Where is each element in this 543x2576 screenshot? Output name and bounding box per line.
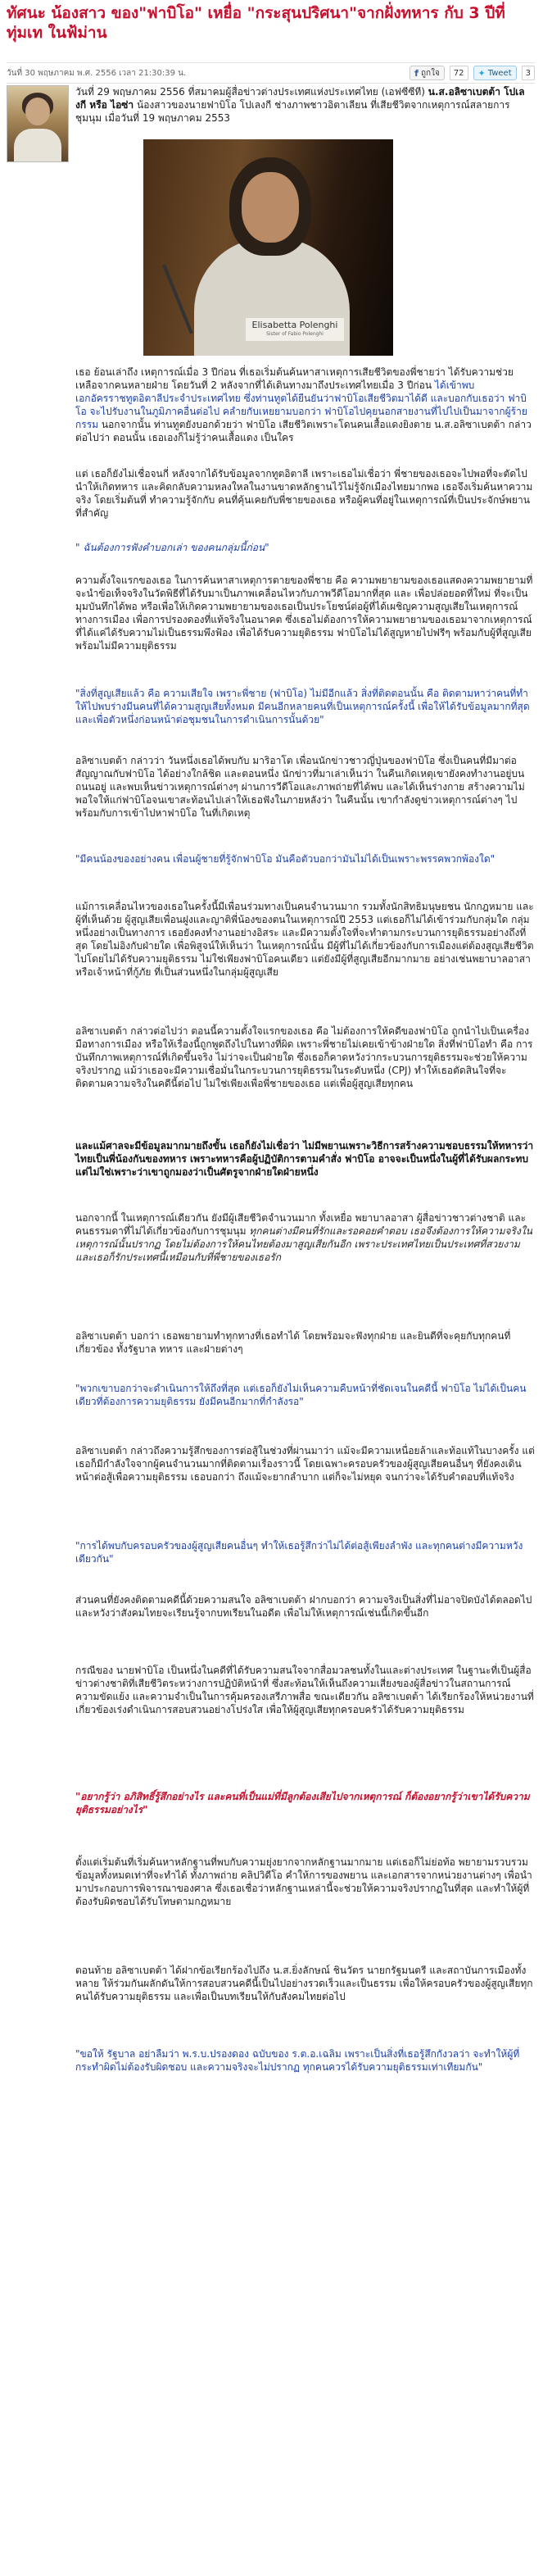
quote: "สิ่งที่สูญเสียแล้ว คือ ความเสียใจ เพราะพี่ชาย (ฟาบิโอ) ไม่มีอีกแล้ว สิ่งที่ติดตอนนั้น คือ ติดตามหาว่าคนที่ทำ ให้ไปพบร่างมีนคนที่ได้ความสูญเสียทั้งหมด มีคนอีกหลายคนที่เป็นเหตุการณ์ครั้งนี้ เพื่อให้ได้รับข้อมูลมากที่สุด และเพื่อตัวหนึ่งก่อนหน้าต่อชุมชนในการดำเนินการนั้นด้วย" xyxy=(75,688,530,725)
body-paragraph: กรณีของ นายฟาบิโอ เป็นหนึ่งในคดีที่ได้รับความสนใจจากสื่อมวลชนทั้งในและต่างประเทศ ในฐานะที่เป็นผู้สื่อข่าวต่างชาติที่เสียชีวิตระหว่างการปฏิบัติหน้าที่ ซึ่งสะท้อนให้เห็นถึงความเสี่ยงของผู้สื่อข่าวในสถานการณ์ความขัดแย้ง และความจำเป็นในการคุ้มครองเสรีภาพสื่อ ขณะเดียวกัน อลิซาเบตต้า ได้เรียกร้องให้หน่วยงานที่เกี่ยวข้องเร่งดำเนินการสอบสวนอย่างโปร่งใส เพื่อให้ผู้สูญเสียทุกครอบครัวได้รับความยุติธรรม xyxy=(75,1665,534,1715)
name-plate-sub: Sister of Fabio Polenghi xyxy=(266,331,324,337)
body-text: นอกจากนั้น ท่านทูตยังบอกด้วยว่า ฟาบิโอ เสียชีวิตเพราะโดนคนเสื้อแดงยิงตาย น.ส.อลิซาเบตต้า กล่าวต่อไปว่า ตอนนั้น เธอเองก็ไม่รู้ว่าคนเสื้อแดง เป็นใคร xyxy=(75,419,532,443)
lead-text: วันที่ 29 พฤษภาคม 2556 ที่สมาคมผู้สื่อข่าวต่างประเทศแห่งประเทศไทย (เอฟซีซีที) xyxy=(75,86,428,98)
quote: " ฉันต้องการฟังคำบอกเล่า ของคนกลุ่มนี้ก่อน" xyxy=(75,542,269,553)
facebook-like-count: 72 xyxy=(450,66,468,80)
facebook-icon: f xyxy=(414,67,419,79)
lead-text-end: น้องสาวของนายฟาบิโอ โปเลงกี ช่างภาพชาวอิตาเลียน ที่เสียชีวิตจากเหตุการณ์สลายการชุมนุม เมื่อวันที่ 19 พฤษภาคม 2553 xyxy=(75,99,510,124)
quote: "อยากรู้ว่า อภิสิทธิ์รู้สึกอย่างไร และคนที่เป็นแม่ที่มีลูกต้องเสียไปจากเหตุการณ์ ก็ต้องอยากรู้ว่าเขาได้รับความยุติธรรมอย่างไร" xyxy=(75,1791,530,1815)
tweet-count: 3 xyxy=(522,66,535,80)
twitter-bird-icon: ✦ xyxy=(477,67,486,79)
share-bar xyxy=(410,66,535,80)
body-paragraph: อลิซาเบตต้า กล่าวต่อไปว่า ตอนนี้ความตั้งใจแรกของเธอ คือ ไม่ต้องการให้คดีของฟาบิโอ ถูกนำไปเป็นเครื่องมือทางการเมือง หรือให้เรื่องนี้ถูกพูดถึงไปในทางที่ผิด เพราะพี่ชายไม่เคยเข้าข้างฝ่ายใด สิ่งที่ฟาบิโอทำ คือ การบันทึกภาพเหตุการณ์ที่เกิดขึ้นจริง ไม่ว่าจะเป็นฝ่ายใด ซึ่งเธอก็คาดหวังว่ากระบวนการยุติธรรมจะช่วยให้ความจริงปรากฏ แม้ว่าเธอจะมีความเชื่อมั่นในกระบวนการยุติธรรมในระดับหนึ่ง (CPJ) ทำให้เธอตัดสินใจที่จะติดตามความจริงในคดีนี้ต่อไป ไม่ใช่เพียงเพื่อพี่ชายของเธอ แต่เพื่อผู้สูญเสียทุกคน xyxy=(75,1025,533,1089)
quote: "ขอให้ รัฐบาล อย่าลืมว่า พ.ร.บ.ปรองดอง ฉบับของ ร.ต.อ.เฉลิม เพราะเป็นสิ่งที่เธอรู้สึกกังวลว่า จะทำให้ผู้ที่กระทำผิดไม่ต้องรับผิดชอบ และความจริงจะไม่ปรากฏ ทุกคนควรได้รับความยุติธรรมเท่าเทียมกัน" xyxy=(75,2048,520,2073)
lead-name: น.ส.อลิซาเบตต้า โปเลงกี หรือ ไอซ่า xyxy=(75,86,525,111)
body-paragraph: และแม้ศาลจะมีข้อมูลมากมายถึงขั้น เธอก็ยังไม่เชื่อว่า ไม่มีพยานเพราะวิธีการสร้างความชอบธรรมให้ทหารว่าไทยเป็นพี่น้องกันของทหาร เพราะทหารคือผู้ปฏิบัติการตามคำสั่ง ฟาบิโอ อาจจะเป็นหนึ่งในผู้ที่ได้รับผลกระทบ แต่ไม่ใช่เพราะว่าเขาถูกมองว่าเป็นศัตรูจากฝ่ายใดฝ่ายหนึ่ง xyxy=(75,1140,534,1178)
facebook-like-button[interactable] xyxy=(410,66,445,80)
article-title: ทัศนะ น้องสาว ของ"ฟาบิโอ" เหยื่อ "กระสุนปริศนา"จากฝั่งทหาร กับ 3 ปีที่ทุ่มเท ในฟ้ม่าน xyxy=(7,4,505,42)
body-paragraph: แต่ เธอก็ยังไม่เชื่อจนกี่ หลังจากได้รับข้อมูลจากทูตอิตาลี เพราะเธอไม่เชื่อว่า พี่ชายของเธอจะไปพอที่จะตัดไปนำให้เกิดทหาร และคิดกลับความหลงใหลในงานขาดหลักฐานไว้ไม่รู้จักเมืองไทยมากพอ เธอจึงเริ่มค้นหาความจริง โดยเริ่มต้นที่ ทำความรู้จักกับ คนที่คุ้นเคยกับพี่ชายของเธอ หรือผู้คนที่อยู่ในเหตุการณ์ที่เป็นประจักษ์พยานที่สำคัญ xyxy=(75,468,533,519)
article-meta xyxy=(7,62,535,84)
quote: "พวกเขาบอกว่าจะดำเนินการให้ถึงที่สุด แต่เธอก็ยังไม่เห็นความคืบหน้าที่ชัดเจนในคดีนี้ ฟาบิโอ ไม่ได้เป็นคนเดียวที่ต้องการความยุติธรรม ยังมีคนอีกมากที่กำลังรอ" xyxy=(75,1383,527,1407)
main-photo xyxy=(143,139,393,356)
body-text: เธอ ย้อนเล่าถึง เหตุการณ์เมื่อ 3 ปีก่อน ที่เธอเริ่มต้นค้นหาสาเหตุการเสียชีวิตของพี่ชายว่า ได้รับความช่วยเหลือจากคนหลายฝ่าย โดยวันที่ 2 หลังจากที่ได้เดินทางมาถึงประเทศไทยเมื่อ 3 ปีก่อน xyxy=(75,366,514,391)
tweet-button[interactable] xyxy=(473,66,517,80)
quote: "การได้พบกับครอบครัวของผู้สูญเสียคนอื่นๆ ทำให้เธอรู้สึกว่าไม่ได้ต่อสู้เพียงลำพัง และทุกคนต่างมีความหวังเดียวกัน" xyxy=(75,1540,523,1565)
body-paragraph: อลิซาเบตต้า กล่าวว่า วันหนึ่งเธอได้พบกับ มาริอาโต เพื่อนนักข่าวชาวญี่ปุ่นของฟาบิโอ ซึ่งเป็นคนที่มีมาต่อสัญญาณกับฟาบิโอ ได้อย่างใกล้ชิด และตอนหนึ่ง นักข่าวที่มาเล่าเห็นว่า ในคืนเกิดเหตุเขายังคงทำงานอยู่บนถนนอยู่ และพบเห็นข่าวเหตุการณ์ต่างๆ ผ่านการวีดีโอและภาพถ่ายที่ได้พบ และได้เห็นร่างกาย สร้างความไม่พอใจให้แก่ฟาบิโอจนเขาสะท้อนไปเล่าให้เธอฟังในภายหลังว่า ในคืนนั้น เขากำลังดูข่าวเหตุการณ์ต่างๆ ไปพร้อมกับการเข้าไปหาฟาบิโอ ในที่เกิดเหตุ xyxy=(75,755,525,819)
article-thumbnail xyxy=(7,85,69,162)
facebook-like-label: ถูกใจ xyxy=(420,68,440,78)
body-paragraph: อลิซาเบตต้า กล่าวถึงความรู้สึกของการต่อสู้ในช่วงที่ผ่านมาว่า แม้จะมีความเหนื่อยล้าและท้อแท้ในบางครั้ง แต่เธอก็มีกำลังใจจากผู้คนจำนวนมากที่ติดตามเรื่องราวนี้ โดยเฉพาะครอบครัวของผู้สูญเสียคนอื่นๆ ที่ยังคงเดินหน้าต่อสู้เพื่อความยุติธรรม เธอบอกว่า ถึงแม้จะยากลำบาก แต่ก็จะไม่หยุด จนกว่าจะได้รับคำตอบที่แท้จริง xyxy=(75,1445,535,1483)
body-paragraph: อลิซาเบตต้า บอกว่า เธอพยายามทำทุกทางที่เธอทำได้ โดยพร้อมจะฟังทุกฝ่าย และยินดีที่จะคุยกับทุกคนที่เกี่ยวข้อง ทั้งรัฐบาล ทหาร และฝ่ายต่างๆ xyxy=(75,1330,511,1355)
body-paragraph: ตอนท้าย อลิซาเบตต้า ได้ฝากข้อเรียกร้องไปถึง น.ส.ยิ่งลักษณ์ ชินวัตร นายกรัฐมนตรี และสถาบันการเมืองทั้งหลาย ให้ร่วมกันผลักดันให้การสอบสวนคดีนี้เป็นไปอย่างรวดเร็วและเป็นธรรม เพื่อให้ครอบครัวของผู้สูญเสียทุกคนได้รับความยุติธรรม และเพื่อเป็นบทเรียนให้กับสังคมไทยต่อไป xyxy=(75,1965,533,2002)
body-paragraph xyxy=(75,1211,535,1264)
body-paragraph xyxy=(75,366,535,444)
body-paragraph: ส่วนคนที่ยังคงติดตามคดีนี้ด้วยความสนใจ อลิซาเบตต้า ฝากบอกว่า ความจริงเป็นสิ่งที่ไม่อาจปิดบังได้ตลอดไป และหวังว่าสังคมไทยจะเรียนรู้จากบทเรียนในอดีต เพื่อไม่ให้เหตุการณ์เช่นนี้เกิดขึ้นอีก xyxy=(75,1594,532,1619)
italic-text: ทุกคนต่างมีคนที่รักและรอคอยคำตอบ เธอจึงต้องการให้ความจริงในเหตุการณ์นั้นปรากฏ โดยไม่ต้องการให้คนไทยต้องมาสูญเสียกันอีก เพราะประเทศไทยเป็นประเทศที่สวยงาม และเธอก็รักประเทศนี้เหมือนกับที่พี่ชายของเธอรัก xyxy=(75,1225,532,1263)
tweet-label: Tweet xyxy=(487,68,512,78)
body-text: นอกจากนี้ ในเหตุการณ์เดียวกัน ยังมีผู้เสียชีวิตจำนวนมาก ทั้งเหยื่อ พยาบาลอาสา ผู้สื่อข่าวชาวต่างชาติ และคนธรรมดาที่ไม่ได้เกี่ยวข้องกับการชุมนุม xyxy=(75,1212,527,1237)
name-plate-title: Elisabetta Polenghi xyxy=(251,320,338,330)
publish-date: วันที่ 30 พฤษภาคม พ.ศ. 2556 เวลา 21:30:39 น. xyxy=(7,68,187,78)
body-paragraph: ตั้งแต่เริ่มต้นที่เริ่มค้นหาหลักฐานที่พบกับความยุ่งยากจากหลักฐานมากมาย แต่เธอก็ไม่ย่อท้อ พยายามรวบรวมข้อมูลทั้งหมดเท่าที่จะทำได้ ทั้งภาพถ่าย คลิปวิดีโอ คำให้การของพยาน และเอกสารจากหน่วยงานต่างๆ เพื่อนำมาประกอบการพิจารณาของศาล ซึ่งเธอเชื่อว่าหลักฐานเหล่านี้จะช่วยให้ความจริงปรากฏในที่สุด และทำให้ผู้ที่ต้องรับผิดชอบได้รับโทษตามกฎหมาย xyxy=(75,1856,532,1907)
highlight-text: ได้เข้าพบเอกอัครราชทูตอิตาลีประจำประเทศไทย ซึ่งท่านทูตได้ยืนยันว่าฟาบิโอเสียชีวิตมาได้ดี และบอกกับเธอว่า ฟาบิโอ จะไปรับงานในภูมิภาคอื่นต่อไป คลำยกับเหยยามบอกว่า ฟาบิโอไปคุยนอกสายงานที่ไปไปเป็นมาจากผู้ร้ายกรรม xyxy=(75,379,527,430)
body-paragraph: ความตั้งใจแรกของเธอ ในการค้นหาสาเหตุการตายของพี่ชาย คือ ความพยายามของเธอแสดงความพยายามที่จะนำข้อเท็จจริงในวัดพิธีที่ได้รับมาเป็นภาพเคลื่อนไหวกับภาพวีดีโอมากที่สุด และ เพื่อปล่อยอดที่ใหม่ ที่จะเป็นมุมบันทึกได้พอ หรือเพื่อให้เกิดความพยายามของเธอเป็นประโยชน์ต่อผู้ที่ได้เผชิญความสูญเสียในเหตุการณ์ทางการเมือง เพื่อการปรองดองที่แท้จริงในอนาคต ซึ่งเธอไม่ต้องการให้ความพยายามของเธอมาจากเหตุการณ์ที่ได้แค่ได้รับความไม่เป็นธรรมพึงฟ้อง เพื่อได้รับความยุติธรรม ฟาบิโอไม่ได้สูญหายไปฟรีๆ พร้อมกับผู้ที่สูญเสียพร้อมไม่มีความยุติธรรม xyxy=(75,575,533,652)
quote: "มีคนน้องของอย่างคน เพื่อนผู้ชายที่รู้จักฟาบิโอ มันคือตัวบอกว่ามันไม่ได้เป็นเพราะพรรคพวกพ้องใด" xyxy=(75,853,495,865)
lead-paragraph xyxy=(75,85,535,125)
name-plate xyxy=(246,318,344,341)
body-paragraph: แม้การเคลื่อนไหวของเธอในครั้งนี้มีเพื่อนร่วมทางเป็นคนจำนวนมาก รวมทั้งนักสิทธิมนุษยชน นักกฎหมาย และผู้ที่เห็นด้วย ผู้สูญเสียเพื่อนฝูงและญาติพี่น้องของตนในเหตุการณ์ปี 2553 แต่เธอก็ไม่ได้เข้าร่วมกับกลุ่มใด กลุ่มหนึ่งอย่างเป็นทางการ เธอยังคงทำงานอย่างอิสระ และมีความตั้งใจที่จะทำตามกระบวนการยุติธรรมอย่างถึงที่สุด โดยไม่อิงกับฝ่ายใด เพื่อพิสูจน์ให้เห็นว่า ในเหตุการณ์นั้น มีผู้ที่ไม่ได้เกี่ยวข้องกับการเมืองแต่ต้องสูญเสียชีวิตไปโดยไม่ได้รับความยุติธรรม ไม่ใช่เพียงฟาบิโอคนเดียว แต่ยังมีผู้ที่สูญเสียอีกมากมาย อย่างเช่นพยาบาลอาสา หรือเจ้าหน้าที่กู้ภัย ที่เป็นส่วนหนึ่งในกลุ่มผู้สูญเสีย xyxy=(75,901,534,978)
